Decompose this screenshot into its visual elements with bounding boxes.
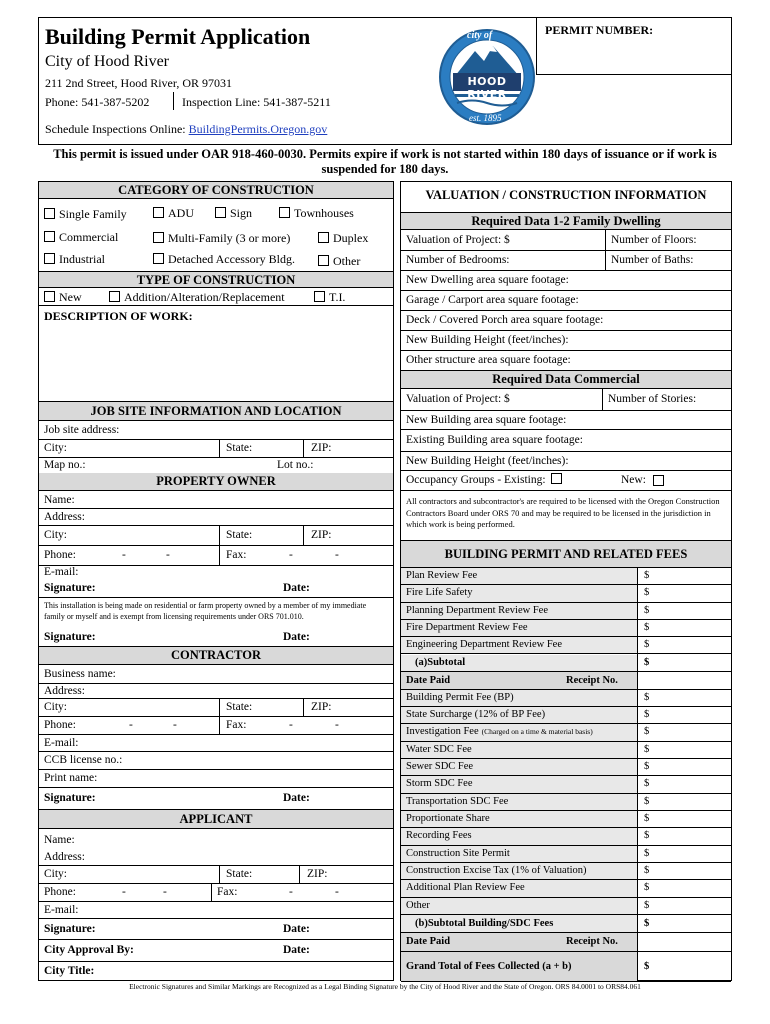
res-deck-row[interactable]: Deck / Covered Porch area square footage:	[401, 311, 731, 331]
contractor-city-row[interactable]: City: State: ZIP:	[39, 699, 393, 717]
fee-grand-total[interactable]	[401, 952, 731, 982]
cat-other[interactable]: Other	[318, 254, 360, 269]
checkbox-icon[interactable]	[153, 232, 164, 243]
residential-title: Required Data 1-2 Family Dwelling	[401, 212, 731, 230]
owner-address-row[interactable]: Address:	[39, 509, 393, 526]
cat-townhouses[interactable]: Townhouses	[279, 206, 354, 221]
com-occupancy-row[interactable]: Occupancy Groups - Existing: New:	[401, 471, 731, 491]
fee-dollar-field[interactable]: $	[644, 918, 650, 930]
checkbox-icon[interactable]	[153, 207, 164, 218]
checkbox-icon[interactable]	[44, 208, 55, 219]
checkbox-icon[interactable]	[318, 232, 329, 243]
date-paid-label: Date Paid	[406, 674, 451, 686]
divider	[605, 230, 606, 250]
cat-adu[interactable]: ADU	[153, 206, 194, 221]
com-existarea-row[interactable]: Existing Building area square footage:	[401, 430, 731, 452]
owner-email-row[interactable]: E-mail:	[44, 566, 79, 578]
divider	[602, 389, 603, 410]
fee-row-a-1[interactable]	[401, 585, 731, 602]
type-underline	[39, 305, 393, 306]
fee-dollar-field[interactable]: $	[644, 691, 650, 703]
fees-title: BUILDING PERMIT AND RELATED FEES	[401, 541, 731, 568]
checkbox-icon[interactable]	[314, 291, 325, 302]
owner-name-row[interactable]: Name:	[39, 492, 393, 509]
checkbox-icon[interactable]	[44, 231, 55, 242]
permits-link[interactable]: BuildingPermits.Oregon.gov	[188, 122, 328, 136]
divider	[219, 866, 220, 883]
category-title: CATEGORY OF CONSTRUCTION	[39, 182, 393, 199]
fee-date-paid-b[interactable]	[401, 933, 731, 952]
city-logo	[437, 18, 537, 140]
fee-row-b-1[interactable]	[401, 707, 731, 724]
permit-notice: This permit is issued under OAR 918-460-0030. Permits expire if work is not started within 180 days of issuance or if work is suspended for 180 days.	[53, 147, 717, 176]
checkbox-icon[interactable]	[653, 475, 664, 486]
fee-row-b-10[interactable]	[401, 863, 731, 880]
receipt-label: Receipt No.	[566, 936, 618, 948]
owner-exempt-text: This installation is being made on residential or farm property owned by a member of my immediate family or myself and is exempt from licensing requirements under ORS 701.010.	[44, 601, 367, 621]
type-addition[interactable]: Addition/Alteration/Replacement	[109, 290, 285, 305]
divider	[303, 440, 304, 457]
applicant-city-row[interactable]: City: State: ZIP:	[39, 866, 393, 884]
fee-label: Sewer SDC Fee	[406, 760, 474, 772]
divider	[303, 699, 304, 716]
date-paid-label: Date Paid	[406, 936, 451, 948]
fee-dollar-field[interactable]: $	[644, 760, 650, 772]
owner-city-row[interactable]: City: State: ZIP:	[39, 526, 393, 546]
commercial-title: Required Data Commercial	[401, 371, 731, 389]
fee-dollar-field[interactable]: $	[644, 743, 650, 755]
fee-row-b-2[interactable]	[401, 724, 731, 741]
license-note: All contractors and subcontractor's are required to be licensed with the Oregon Construction Contractors Board under ORS 70 and may be required to be licensed in the jurisdiction in which work is being performed.	[406, 496, 720, 529]
jobsite-map-row[interactable]: Map no.: Lot no.:	[39, 458, 393, 474]
permit-number-box[interactable]	[536, 17, 732, 75]
applicant-signature-row[interactable]: Signature: Date:	[39, 919, 393, 940]
fee-label: State Surcharge (12% of BP Fee)	[406, 708, 546, 720]
cat-detached[interactable]: Detached Accessory Bldg.	[153, 252, 295, 267]
jobsite-address-row[interactable]: Job site address:	[39, 422, 393, 440]
fee-dollar-field[interactable]: $	[644, 656, 650, 668]
fee-subtotal-b[interactable]	[401, 915, 731, 933]
owner-signature-row[interactable]: Signature: Date:	[39, 580, 393, 598]
fee-label: Water SDC Fee	[406, 743, 472, 755]
fee-label: Fire Life Safety	[406, 587, 473, 599]
approval-row[interactable]: City Approval By: Date:	[39, 940, 393, 962]
applicant-address-row[interactable]: Address:	[39, 849, 393, 866]
cat-industrial[interactable]: Industrial	[44, 252, 105, 267]
contractor-business-row[interactable]: Business name:	[39, 665, 393, 684]
fee-row-b-4[interactable]	[401, 759, 731, 776]
res-height-row[interactable]: New Building Height (feet/inches):	[401, 331, 731, 351]
applicant-title: APPLICANT	[39, 810, 393, 829]
checkbox-icon[interactable]	[44, 253, 55, 264]
owner-title: PROPERTY OWNER	[39, 473, 393, 491]
fee-dollar-field[interactable]: $	[644, 830, 650, 842]
cat-multi-family[interactable]: Multi-Family (3 or more)	[153, 231, 290, 246]
contractor-ccb-row[interactable]: CCB license no.:	[39, 752, 393, 770]
fee-label: Construction Site Permit	[406, 847, 510, 859]
res-other-row[interactable]: Other structure area square footage:	[401, 351, 731, 371]
cat-single-family[interactable]: Single Family	[44, 207, 127, 222]
left-column	[38, 181, 394, 981]
fee-dollar-field[interactable]: $	[644, 726, 650, 738]
fee-dollar-field[interactable]: $	[644, 639, 650, 651]
divider	[219, 717, 220, 734]
fee-row-b-5[interactable]	[401, 776, 731, 793]
divider	[219, 546, 220, 565]
divider	[211, 884, 212, 901]
fee-label: Transportation SDC Fee	[406, 795, 509, 807]
fee-dollar-field[interactable]: $	[644, 570, 650, 581]
owner-phone-row[interactable]: Phone: - - Fax: - -	[39, 546, 393, 566]
fee-label: Planning Department Review Fee	[406, 604, 549, 616]
applicant-phone-row[interactable]: Phone: - - Fax: - -	[39, 884, 393, 902]
applicant-email-row[interactable]: E-mail:	[39, 902, 393, 919]
fee-dollar-field[interactable]: $	[644, 621, 650, 633]
checkbox-icon[interactable]	[109, 291, 120, 302]
fee-row-b-7[interactable]	[401, 811, 731, 828]
fee-dollar-field[interactable]: $	[644, 795, 650, 807]
fee-label: Engineering Department Review Fee	[406, 639, 562, 651]
contractor-address-row[interactable]: Address:	[39, 684, 393, 699]
fees-box	[400, 541, 732, 981]
fee-label: Plan Review Fee	[406, 570, 478, 581]
fee-row-b-6[interactable]	[401, 794, 731, 811]
footer-note: Electronic Signatures and Similar Markings are Recognized as a Legal Binding Signature by the City of Hood River and the State of Oregon. ORS 84.0001 to ORS84.061	[129, 982, 641, 991]
owner-signature2-row[interactable]: Signature: Date:	[39, 628, 393, 647]
checkbox-icon[interactable]	[215, 207, 226, 218]
inspection-line: Inspection Line: 541-387-5211	[182, 95, 331, 109]
fee-row-b-12[interactable]	[401, 898, 731, 915]
schedule-label: Schedule Inspections Online:	[45, 122, 186, 136]
city-phone: Phone: 541-387-5202	[45, 95, 150, 109]
fee-label: Building Permit Fee (BP)	[406, 691, 514, 703]
res-bedrooms-row[interactable]: Number of Bedrooms: Number of Baths:	[401, 251, 731, 271]
fee-label: Proportionate Share	[406, 812, 490, 824]
permit-number-label: PERMIT NUMBER:	[545, 23, 654, 37]
receipt-label: Receipt No.	[566, 674, 618, 686]
divider	[219, 440, 220, 457]
applicant-name-row[interactable]: Name:	[44, 834, 75, 846]
approval-title-row[interactable]: City Title:	[44, 965, 95, 977]
type-new[interactable]: New	[44, 290, 82, 305]
fee-row-a-2[interactable]	[401, 603, 731, 620]
fee-row-a-3[interactable]	[401, 620, 731, 637]
fee-subtotal-a[interactable]	[401, 655, 731, 672]
com-newarea-row[interactable]: New Building area square footage:	[401, 411, 731, 430]
fee-dollar-field[interactable]: $	[644, 847, 650, 859]
description-label: DESCRIPTION OF WORK:	[44, 309, 193, 323]
fee-row-b-9[interactable]	[401, 846, 731, 863]
fee-label: Storm SDC Fee	[406, 778, 473, 790]
fee-dollar-field[interactable]: $	[644, 882, 650, 894]
type-title: TYPE OF CONSTRUCTION	[39, 271, 393, 288]
city-name: City of Hood River	[45, 53, 169, 70]
fee-row-b-8[interactable]	[401, 828, 731, 845]
description-field[interactable]	[43, 325, 391, 403]
checkbox-icon[interactable]	[44, 291, 55, 302]
city-address: 211 2nd Street, Hood River, OR 97031	[45, 76, 233, 90]
valuation-box	[400, 181, 732, 541]
res-valuation-row[interactable]: Valuation of Project: $ Number of Floors:	[401, 230, 731, 251]
header-box	[38, 17, 732, 145]
fee-label: (a)Subtotal	[415, 656, 466, 668]
fee-dollar-field[interactable]: $	[644, 604, 650, 616]
fee-dollar-field[interactable]: $	[644, 899, 650, 911]
fee-label: Investigation Fee	[406, 726, 479, 738]
divider	[219, 526, 220, 545]
fee-dollar-field[interactable]: $	[644, 865, 650, 876]
fee-dollar-field[interactable]: $	[644, 961, 650, 973]
fee-label: Fire Department Review Fee	[406, 621, 528, 633]
checkbox-icon[interactable]	[551, 473, 562, 484]
fee-label: Additional Plan Review Fee	[406, 882, 525, 894]
page-title: Building Permit Application	[45, 24, 311, 49]
divider	[219, 699, 220, 716]
contractor-title: CONTRACTOR	[39, 647, 393, 665]
contractor-phone-row[interactable]: Phone: - - Fax: - -	[39, 717, 393, 735]
checkbox-icon[interactable]	[279, 207, 290, 218]
checkbox-icon[interactable]	[153, 253, 164, 264]
fee-label: Construction Excise Tax (1% of Valuation)	[406, 865, 587, 876]
res-dwelling-row[interactable]: New Dwelling area square footage:	[401, 271, 731, 291]
contractor-signature-row[interactable]: Signature: Date:	[39, 788, 393, 810]
divider	[605, 251, 606, 270]
fee-date-paid-a[interactable]	[401, 672, 731, 690]
contractor-email-row[interactable]: E-mail:	[39, 735, 393, 752]
fee-dollar-field[interactable]: $	[644, 778, 650, 790]
valuation-title: VALUATION / CONSTRUCTION INFORMATION	[425, 188, 707, 202]
fee-row-a-4[interactable]	[401, 637, 731, 654]
schedule-inspections	[45, 122, 327, 137]
fee-dollar-field[interactable]: $	[644, 812, 650, 824]
fee-label: Other	[406, 899, 430, 911]
fee-label: (b)Subtotal Building/SDC Fees	[415, 918, 554, 930]
jobsite-title: JOB SITE INFORMATION AND LOCATION	[39, 401, 393, 421]
fee-row-b-11[interactable]	[401, 880, 731, 897]
fee-label: Recording Fees	[406, 830, 472, 842]
cat-sign[interactable]: Sign	[215, 206, 252, 221]
fee-row-b-0[interactable]	[401, 690, 731, 707]
jobsite-city-row[interactable]: City: State: ZIP:	[39, 440, 393, 458]
res-garage-row[interactable]: Garage / Carport area square footage:	[401, 291, 731, 311]
contractor-print-row[interactable]: Print name:	[39, 770, 393, 788]
type-ti[interactable]: T.I.	[314, 290, 345, 305]
checkbox-icon[interactable]	[318, 255, 329, 266]
fee-dollar-field[interactable]: $	[644, 708, 650, 720]
divider	[299, 866, 300, 883]
logo-main-text: HOOD RIVER	[467, 75, 507, 101]
investigation-note: (Charged on a time & material basis)	[481, 727, 593, 737]
cat-duplex[interactable]: Duplex	[318, 231, 368, 246]
logo-top-text: city of	[467, 30, 493, 41]
phone-divider	[173, 92, 174, 110]
com-valuation-row[interactable]: Valuation of Project: $ Number of Stories:	[401, 389, 731, 411]
fee-row-b-3[interactable]	[401, 742, 731, 759]
fee-label: Grand Total of Fees Collected (a + b)	[406, 961, 572, 973]
fee-dollar-field[interactable]: $	[644, 587, 650, 599]
divider	[303, 526, 304, 545]
fee-row-a-0[interactable]	[401, 568, 731, 585]
logo-bottom-text: est. 1895	[469, 113, 502, 123]
com-height-row[interactable]: New Building Height (feet/inches):	[401, 452, 731, 471]
cat-commercial[interactable]: Commercial	[44, 230, 118, 245]
